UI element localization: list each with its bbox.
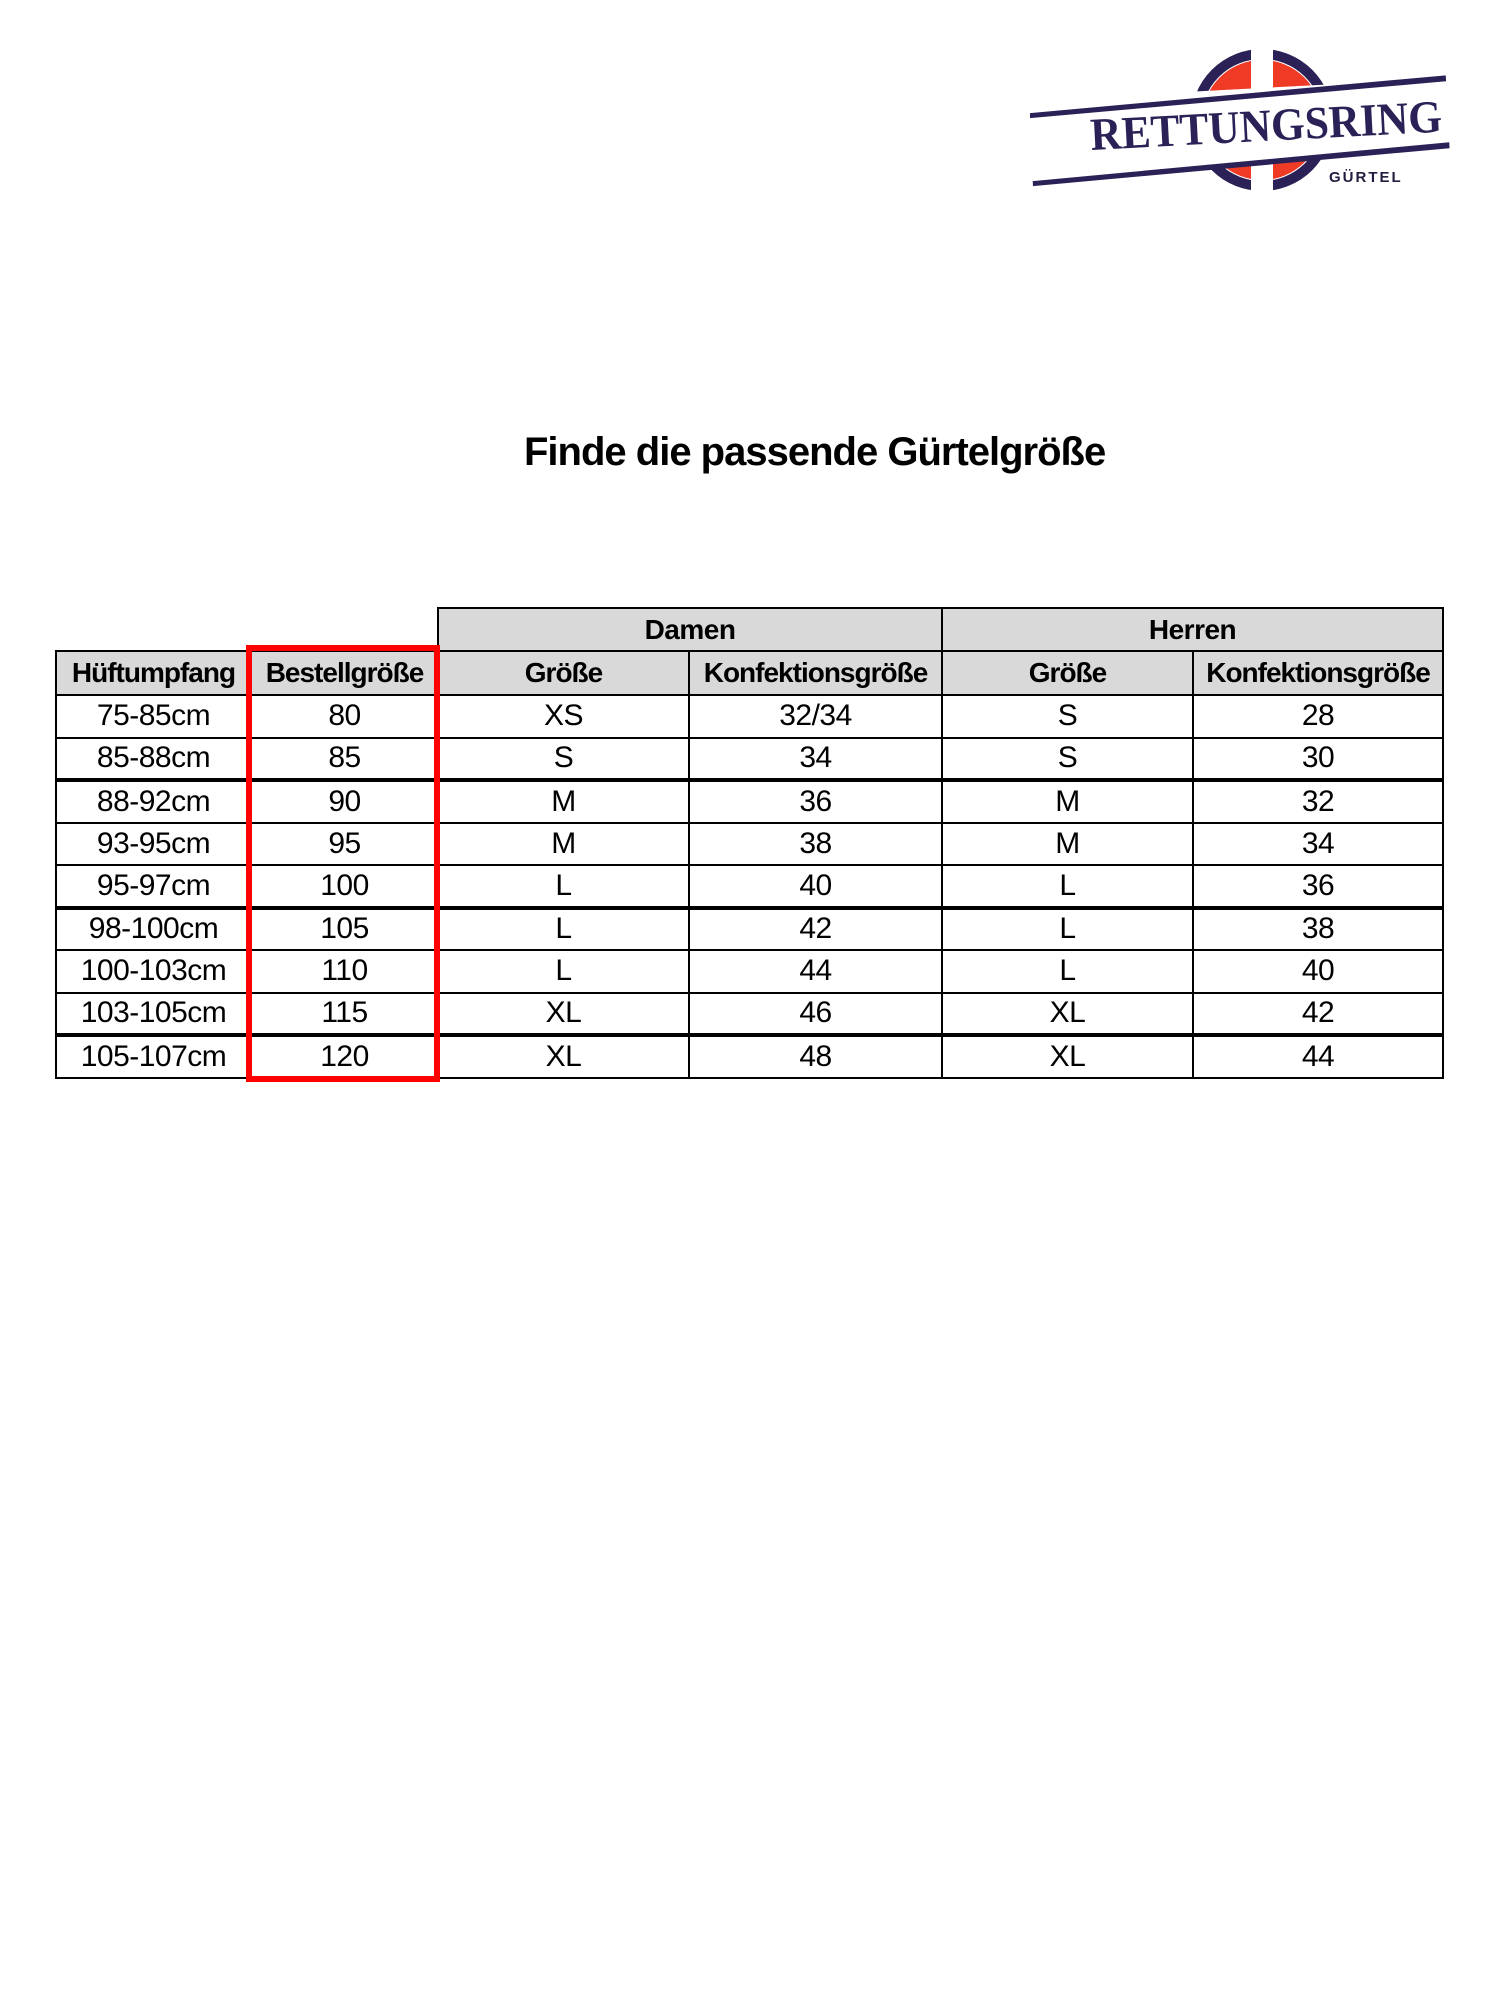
table-cell: 28 xyxy=(1193,695,1443,738)
table-cell: S xyxy=(942,695,1193,738)
group-header-herren: Herren xyxy=(942,608,1443,651)
brand-subtitle-text: GÜRTEL xyxy=(1329,169,1403,186)
column-header-herren-konfektionsgroesse: Konfektionsgröße xyxy=(1193,651,1443,695)
table-cell: XL xyxy=(942,1035,1193,1078)
table-row xyxy=(56,993,1443,1036)
table-cell: 105 xyxy=(251,908,438,951)
table-cell: 115 xyxy=(251,993,438,1036)
table-cell: M xyxy=(438,823,689,866)
table-cell: 32/34 xyxy=(689,695,942,738)
table-cell: M xyxy=(942,780,1193,823)
table-cell: 85 xyxy=(251,738,438,781)
table-cell: 75-85cm xyxy=(56,695,251,738)
table-cell: 38 xyxy=(1193,908,1443,951)
table-cell: L xyxy=(942,865,1193,908)
table-cell: L xyxy=(438,908,689,951)
table-cell: 80 xyxy=(251,695,438,738)
group-header-row xyxy=(56,608,1443,651)
table-cell: 44 xyxy=(689,950,942,993)
table-row xyxy=(56,908,1443,951)
lifebuoy-icon xyxy=(1030,28,1450,206)
group-header-damen: Damen xyxy=(438,608,942,651)
table-cell: 44 xyxy=(1193,1035,1443,1078)
table-cell: 36 xyxy=(689,780,942,823)
table-cell: 105-107cm xyxy=(56,1035,251,1078)
table-cell: 120 xyxy=(251,1035,438,1078)
page-title: Finde die passende Gürtelgröße xyxy=(524,430,1106,474)
table-row xyxy=(56,865,1443,908)
table-cell: 48 xyxy=(689,1035,942,1078)
table-cell: 100-103cm xyxy=(56,950,251,993)
table-cell: L xyxy=(942,908,1193,951)
table-row xyxy=(56,1035,1443,1078)
table-cell: 40 xyxy=(1193,950,1443,993)
table-cell: 103-105cm xyxy=(56,993,251,1036)
table-cell: 95-97cm xyxy=(56,865,251,908)
size-chart-table xyxy=(55,607,1444,1079)
table-cell: 93-95cm xyxy=(56,823,251,866)
table-cell: 40 xyxy=(689,865,942,908)
table-cell: 110 xyxy=(251,950,438,993)
table-cell: XL xyxy=(942,993,1193,1036)
table-cell: L xyxy=(438,865,689,908)
table-cell: 34 xyxy=(689,738,942,781)
table-cell: 85-88cm xyxy=(56,738,251,781)
column-header-herren-groesse: Größe xyxy=(942,651,1193,695)
table-cell: XS xyxy=(438,695,689,738)
table-cell: 95 xyxy=(251,823,438,866)
table-cell: XL xyxy=(438,993,689,1036)
table-cell: 36 xyxy=(1193,865,1443,908)
table-cell: 98-100cm xyxy=(56,908,251,951)
header-spacer xyxy=(56,608,438,651)
table-cell: L xyxy=(942,950,1193,993)
table-cell: L xyxy=(438,950,689,993)
table-cell: 38 xyxy=(689,823,942,866)
column-header-bestellgroesse: Bestellgröße xyxy=(251,651,438,695)
column-header-damen-groesse: Größe xyxy=(438,651,689,695)
table-cell: 30 xyxy=(1193,738,1443,781)
column-header-row xyxy=(56,651,1443,695)
table-cell: M xyxy=(438,780,689,823)
table-cell: S xyxy=(438,738,689,781)
brand-logo xyxy=(1030,28,1450,206)
table-cell: 42 xyxy=(1193,993,1443,1036)
brand-name-text: RETTUNGSRING xyxy=(1089,89,1450,160)
table-row xyxy=(56,738,1443,781)
table-cell: 88-92cm xyxy=(56,780,251,823)
table-row xyxy=(56,950,1443,993)
table-row xyxy=(56,695,1443,738)
table-cell: 42 xyxy=(689,908,942,951)
table-cell: 34 xyxy=(1193,823,1443,866)
table-cell: S xyxy=(942,738,1193,781)
table-cell: M xyxy=(942,823,1193,866)
table-cell: 90 xyxy=(251,780,438,823)
table-cell: 32 xyxy=(1193,780,1443,823)
table-cell: 100 xyxy=(251,865,438,908)
table-cell: 46 xyxy=(689,993,942,1036)
table-cell: XL xyxy=(438,1035,689,1078)
table-row xyxy=(56,780,1443,823)
table-row xyxy=(56,823,1443,866)
column-header-hueftumpfang: Hüftumpfang xyxy=(56,651,251,695)
column-header-damen-konfektionsgroesse: Konfektionsgröße xyxy=(689,651,942,695)
